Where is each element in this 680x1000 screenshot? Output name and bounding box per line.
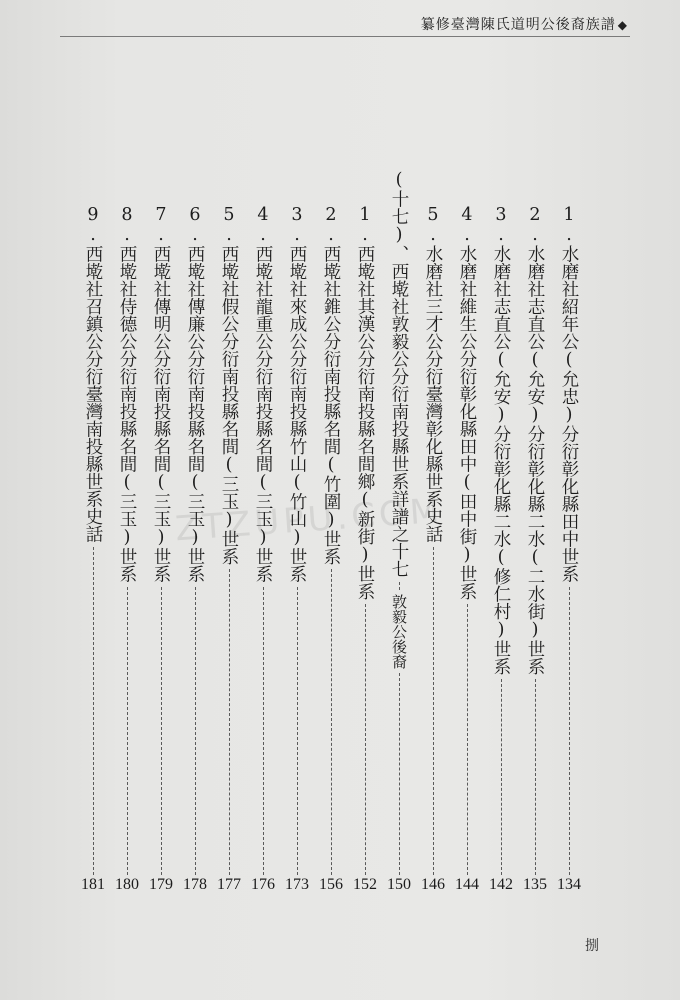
toc-entry[interactable] xyxy=(352,205,378,875)
toc-entry[interactable] xyxy=(420,205,446,875)
dot-leader xyxy=(229,569,230,875)
toc-section-title: (十七)、西墘社敦毅公分衍南投縣世系詳譜之十七 xyxy=(389,170,409,578)
toc-section-subtitle: 敦毅公後裔 xyxy=(390,593,408,669)
dot-leader xyxy=(467,604,468,875)
toc-entry[interactable] xyxy=(318,205,344,875)
toc-entry-title: 4.西墘社龍重公分衍南投縣名間(三玉)世系 xyxy=(253,205,273,583)
toc-section-heading[interactable] xyxy=(386,170,412,875)
toc-entry[interactable] xyxy=(182,205,208,875)
dot-leader xyxy=(501,679,502,875)
page-number: 142 xyxy=(489,876,513,893)
page-number: 179 xyxy=(149,876,173,893)
toc-entry-title: 8.西墘社侍德公分衍南投縣名間(三玉)世系 xyxy=(117,205,137,583)
dot-leader xyxy=(93,547,94,876)
diamond-icon: ◆ xyxy=(617,18,628,32)
toc-entry-title: 9.西墘社召鎮公分衍臺灣南投縣世系史話 xyxy=(83,205,103,543)
page-number: 146 xyxy=(421,876,445,893)
page-number: 177 xyxy=(217,876,241,893)
dot-leader xyxy=(161,587,162,876)
page-number: 135 xyxy=(523,876,547,893)
dot-leader xyxy=(569,587,570,876)
dash-leader xyxy=(399,582,400,590)
dot-leader xyxy=(331,569,332,875)
page-number: 178 xyxy=(183,876,207,893)
toc-entry-title: 4.水磨社維生公分衍彰化縣田中(田中街)世系 xyxy=(457,205,477,600)
toc-entry-title: 5.西墘社假公分衍南投縣名間(三玉)世系 xyxy=(219,205,239,565)
toc-entry[interactable] xyxy=(114,205,140,875)
toc-entry-title: 3.水磨社志直公(允安)分衍彰化縣二水(修仁村)世系 xyxy=(491,205,511,675)
toc-entry-title: 2.水磨社志直公(允安)分衍彰化縣二水(二水街)世系 xyxy=(525,205,545,675)
page-number: 180 xyxy=(115,876,139,893)
running-header xyxy=(421,14,628,34)
page-number: 152 xyxy=(353,876,377,893)
page-number: 150 xyxy=(387,876,411,893)
dot-leader xyxy=(399,673,400,876)
dot-leader xyxy=(127,587,128,876)
toc-entry-title: 2.西墘社錐公分衍南投縣名間(竹圍)世系 xyxy=(321,205,341,565)
dot-leader xyxy=(365,604,366,875)
dot-leader xyxy=(297,587,298,876)
toc-entry-title: 5.水磨社三才公分衍臺灣彰化縣世系史話 xyxy=(423,205,443,543)
toc-entry[interactable] xyxy=(80,205,106,875)
toc-entry-title: 1.西墘社其漢公分衍南投縣名間鄉(新街)世系 xyxy=(355,205,375,600)
page-number: 156 xyxy=(319,876,343,893)
page-number: 173 xyxy=(285,876,309,893)
toc-entry[interactable] xyxy=(454,205,480,875)
toc-entry[interactable] xyxy=(556,205,582,875)
toc-entry[interactable] xyxy=(148,205,174,875)
toc-entry[interactable] xyxy=(250,205,276,875)
toc-entry-title: 3.西墘社來成公分衍南投縣竹山(竹山)世系 xyxy=(287,205,307,583)
toc-entry[interactable] xyxy=(216,205,242,875)
header-title: 纂修臺灣陳氏道明公後裔族譜 xyxy=(420,17,616,33)
dot-leader xyxy=(263,587,264,876)
page-number: 134 xyxy=(557,876,581,893)
dot-leader xyxy=(195,587,196,876)
header-rule xyxy=(60,36,630,37)
dot-leader xyxy=(433,547,434,876)
toc-entry[interactable] xyxy=(284,205,310,875)
toc-entry-title: 1.水磨社紹年公(允忠)分衍彰化縣田中世系 xyxy=(559,205,579,583)
folio-number: 捌 xyxy=(585,938,599,954)
toc-entry-title: 7.西墘社傳明公分衍南投縣名間(三玉)世系 xyxy=(151,205,171,583)
page-number: 144 xyxy=(455,876,479,893)
page-number: 176 xyxy=(251,876,275,893)
page-number: 181 xyxy=(81,876,105,893)
toc-entry[interactable] xyxy=(522,205,548,875)
watermark: ZTZUPU.COM xyxy=(173,490,445,550)
toc-entry[interactable] xyxy=(488,205,514,875)
toc-entry-title: 6.西墘社傳廉公分衍南投縣名間(三玉)世系 xyxy=(185,205,205,583)
dot-leader xyxy=(535,679,536,875)
